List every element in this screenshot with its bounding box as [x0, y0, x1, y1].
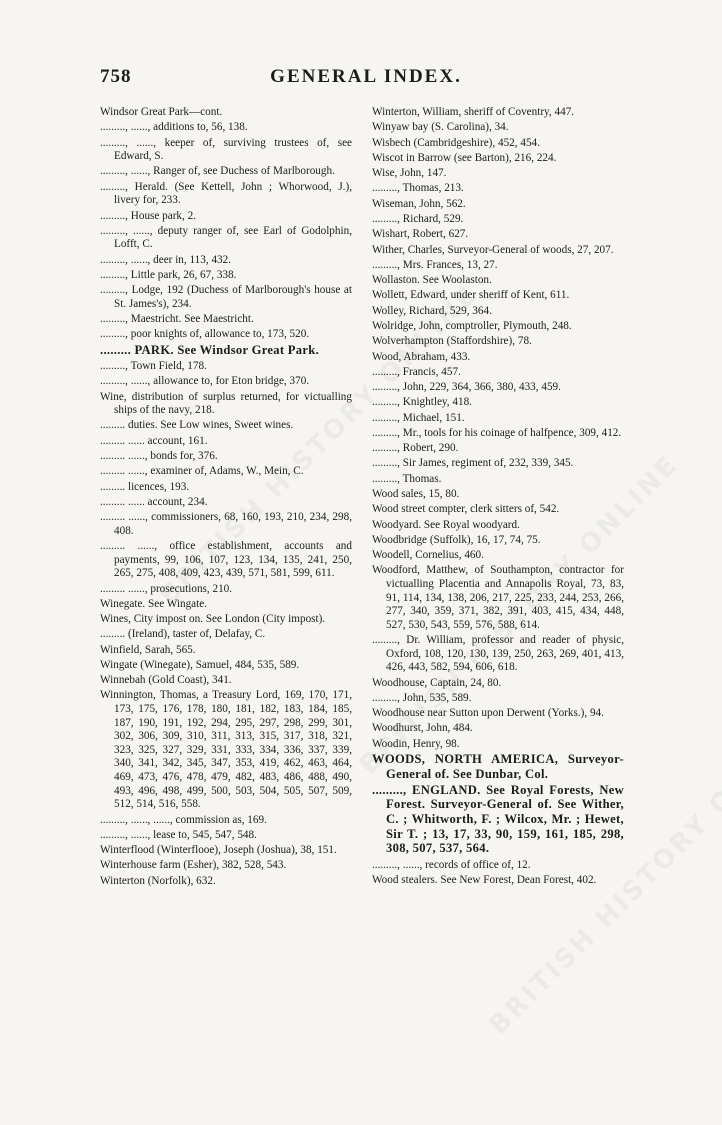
index-entry: Wishart, Robert, 627. — [372, 228, 469, 241]
index-entry: ......... ...... account, 161. — [100, 434, 208, 447]
index-entry: Winnington, Thomas, a Treasury Lord, 169, 170, 171, 173, 175, 176, 178, 180, 181, 182, 183, 184, 185, 187, 190, 191, 192, 294, 295, 297, 298, 299, 301, 302, 306, 309, 310, 311, 313, 315, 317, 318, 321, 323, 325, 327, 329, 331, 333, 334, 336, 337, 339, 340, 341, 342, 345, 347, 353, 419, 462, 463, 464, 469, 473, 476, 478, 479, 482, 483, 486, 488, 490, 493, 496, 498, 499, 500, 503, 504, 505, 507, 509, 512, 514, 516, 558. — [100, 689, 352, 811]
page-number: 758 — [100, 66, 132, 87]
index-entry: Woodhouse near Sutton upon Derwent (Yorks.), 94. — [372, 707, 604, 720]
index-entry: ........., Little park, 26, 67, 338. — [100, 269, 237, 282]
index-entry: Wolridge, John, comptroller, Plymouth, 248. — [372, 319, 572, 332]
page-header — [100, 66, 632, 92]
index-entry: Woodell, Cornelius, 460. — [372, 549, 484, 562]
index-entry: Winterflood (Winterflooe), Joseph (Joshua), 38, 151. — [100, 844, 337, 857]
index-entry: ........., Dr. William, professor and reader of physic, Oxford, 108, 120, 130, 139, 250, 263, 269, 401, 413, 426, 443, 582, 594, 606, 618. — [372, 634, 624, 674]
index-entry: ......... ......, commissioners, 68, 160, 193, 210, 234, 298, 408. — [100, 511, 352, 537]
index-entry: Woodin, Henry, 98. — [372, 737, 460, 750]
index-entry: ........., Mr., tools for his coinage of halfpence, 309, 412. — [372, 426, 622, 439]
index-column-left — [100, 106, 352, 890]
index-entry: ........., ......, ......, commission as, 169. — [100, 813, 267, 826]
index-entry: Wine, distribution of surplus returned, for victualling ships of the navy, 218. — [100, 390, 352, 417]
index-entry: ........., Mrs. Frances, 13, 27. — [372, 258, 498, 271]
index-entry: Wiseman, John, 562. — [372, 197, 466, 210]
index-entry: ........., Herald. (See Kettell, John ; Whorwood, J.), livery for, 233. — [100, 180, 352, 207]
index-entry: Winnebah (Gold Coast), 341. — [100, 674, 232, 687]
index-entry: Wollaston. See Woolaston. — [372, 274, 492, 287]
index-entry: Wood stealers. See New Forest, Dean Forest, 402. — [372, 873, 597, 886]
index-entry: ......... (Ireland), taster of, Delafay, C. — [100, 628, 266, 641]
index-entry: ........., poor knights of, allowance to, 173, 520. — [100, 328, 310, 341]
index-entry: ........., Knightley, 418. — [372, 396, 472, 409]
index-entry: ........., Thomas. — [372, 472, 442, 485]
index-entry: Wollett, Edward, under sheriff of Kent, 611. — [372, 289, 570, 302]
index-entry: Winterhouse farm (Esher), 382, 528, 543. — [100, 859, 287, 872]
index-entry: ........., ......, additions to, 56, 138. — [100, 121, 248, 134]
running-title: GENERAL INDEX. — [270, 66, 462, 87]
index-column-right — [372, 106, 624, 889]
index-entry: Wood, Abraham, 433. — [372, 350, 471, 363]
index-entry: Wise, John, 147. — [372, 167, 447, 180]
index-entry: Wood sales, 15, 80. — [372, 488, 460, 501]
index-entry: ........., ......, records of office of, 12. — [372, 858, 531, 871]
index-entry: ......... ......, examiner of, Adams, W., Mein, C. — [100, 465, 304, 478]
index-entry: ........., Francis, 457. — [372, 365, 461, 378]
index-entry: Windsor Great Park—cont. — [100, 106, 223, 118]
index-entry: ........., Thomas, 213. — [372, 182, 464, 195]
index-entry: ........., House park, 2. — [100, 209, 197, 222]
index-entry: ........., ......, keeper of, surviving trustees of, see Edward, S. — [100, 136, 352, 163]
index-entry: ......... PARK. See Windsor Great Park. — [100, 342, 320, 357]
index-entry: Woodhurst, John, 484. — [372, 722, 473, 735]
index-entry: ........., Town Field, 178. — [100, 360, 207, 373]
index-entry: ......... ......, bonds for, 376. — [100, 450, 218, 463]
index-entry: Winfield, Sarah, 565. — [100, 643, 196, 656]
index-entry: Winterton, William, sheriff of Coventry, 447. — [372, 106, 575, 118]
index-entry: ........., John, 535, 589. — [372, 691, 472, 704]
index-entry: Wines, City impost on. See London (City impost). — [100, 613, 326, 626]
index-entry: ........., Sir James, regiment of, 232, 339, 345. — [372, 457, 574, 470]
index-entry: Wolverhampton (Staffordshire), 78. — [372, 335, 532, 348]
index-entry: Woodhouse, Captain, 24, 80. — [372, 676, 502, 689]
index-entry: ........., Michael, 151. — [372, 411, 465, 424]
index-entry: Wolley, Richard, 529, 364. — [372, 304, 492, 317]
index-entry: ......... ......, office establishment, accounts and payments, 99, 106, 107, 123, 134, 135, 241, 250, 265, 275, 408, 409, 423, 439, 571, 581, 599, 611. — [100, 540, 352, 580]
index-entry: Winyaw bay (S. Carolina), 34. — [372, 121, 509, 134]
index-entry: ........., ......, deputy ranger of, see Earl of Godolphin, Lofft, C. — [100, 224, 352, 251]
index-entry: ........., ......, Ranger of, see Duchess of Marlborough. — [100, 165, 335, 178]
index-entry: ........., ENGLAND. See Royal Forests, New Forest. Surveyor-General of. See Wither, C. ; Whitworth, F. ; Wilcox, Mr. ; Hewet, Sir T. ; 13, 17, 33, 90, 159, 161, 185, 298, 308, 507, 537, 564. — [372, 782, 624, 856]
index-entry: ......... ...... account, 234. — [100, 495, 208, 508]
index-entry: Winterton (Norfolk), 632. — [100, 874, 216, 887]
index-entry: Winegate. See Wingate. — [100, 597, 207, 610]
index-entry: Wiscot in Barrow (see Barton), 216, 224. — [372, 151, 557, 164]
index-entry: ......... ......, prosecutions, 210. — [100, 582, 233, 595]
index-entry: ........., Richard, 529. — [372, 212, 464, 225]
index-entry: Wisbech (Cambridgeshire), 452, 454. — [372, 136, 540, 149]
index-entry: Wingate (Winegate), Samuel, 484, 535, 589. — [100, 658, 300, 671]
index-entry: ........., Maestricht. See Maestricht. — [100, 313, 254, 326]
index-entry: Woodford, Matthew, of Southampton, contractor for victualling Placentia and Annapolis Royal, 73, 83, 91, 114, 134, 138, 206, 217, 225, 233, 244, 253, 266, 277, 340, 359, 371, 382, 391, 403, 415, 434, 448, 527, 530, 543, 559, 576, 588, 614. — [372, 564, 624, 631]
index-entry: Woodbridge (Suffolk), 16, 17, 74, 75. — [372, 533, 541, 546]
index-entry: ........., Robert, 290. — [372, 442, 459, 455]
index-entry: Wither, Charles, Surveyor-General of woods, 27, 207. — [372, 243, 614, 256]
index-entry: WOODS, NORTH AMERICA, Surveyor-General of. See Dunbar, Col. — [372, 751, 624, 781]
index-entry: Woodyard. See Royal woodyard. — [372, 518, 520, 531]
index-entry: ........., ......, allowance to, for Eton bridge, 370. — [100, 375, 310, 388]
index-entry: ........., Lodge, 192 (Duchess of Marlborough's house at St. James's), 234. — [100, 284, 352, 310]
index-entry: ......... licences, 193. — [100, 480, 190, 493]
index-entry: ........., ......, lease to, 545, 547, 548. — [100, 828, 257, 841]
index-entry: Wood street compter, clerk sitters of, 542. — [372, 503, 560, 516]
index-entry: ........., John, 229, 364, 366, 380, 433, 459. — [372, 381, 561, 394]
index-entry: ........., ......, deer in, 113, 432. — [100, 253, 232, 266]
index-entry: ......... duties. See Low wines, Sweet wines. — [100, 419, 294, 432]
